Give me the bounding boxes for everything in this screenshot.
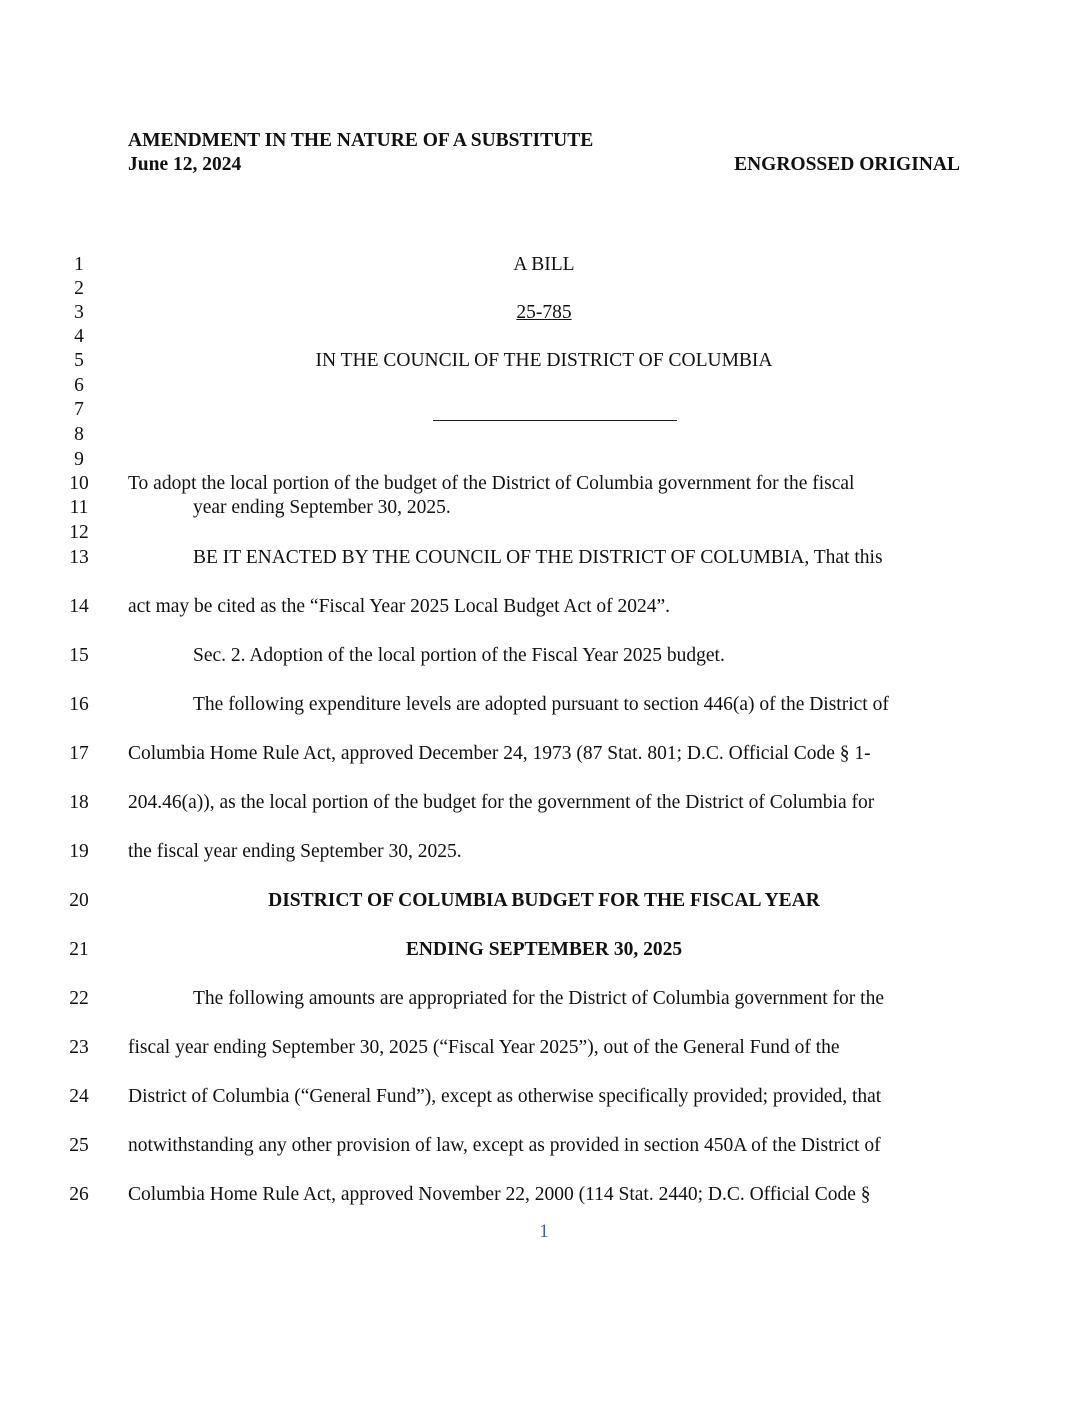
section-heading: Sec. 2. Adoption of the local portion of the Fiscal Year 2025 budget. <box>193 645 725 666</box>
document-status: ENGROSSED ORIGINAL <box>734 154 960 175</box>
line-number: 24 <box>69 1086 89 1107</box>
line-number: 11 <box>69 497 89 518</box>
body-line: District of Columbia (“General Fund”), except as otherwise specifically provided; provided, that <box>128 1086 882 1107</box>
bill-number: 25-785 <box>516 302 572 323</box>
line-number: 1 <box>74 254 84 275</box>
line-number: 5 <box>74 350 84 371</box>
line-number: 26 <box>69 1184 89 1205</box>
council-heading: IN THE COUNCIL OF THE DISTRICT OF COLUMBIA <box>315 350 773 371</box>
line-number: 8 <box>74 424 84 445</box>
line-number: 6 <box>74 375 84 396</box>
line-number: 18 <box>69 792 89 813</box>
line-number: 7 <box>74 399 84 420</box>
body-line: The following amounts are appropriated for the District of Columbia government for the <box>193 988 884 1009</box>
body-line: the fiscal year ending September 30, 2025. <box>128 841 462 862</box>
line-number: 12 <box>69 522 89 543</box>
line-number: 13 <box>69 547 89 568</box>
line-number: 14 <box>69 596 89 617</box>
body-line: fiscal year ending September 30, 2025 (“Fiscal Year 2025”), out of the General Fund of the <box>128 1037 840 1058</box>
signature-rule <box>433 420 677 421</box>
line-number: 2 <box>74 278 84 299</box>
bill-heading: A BILL <box>513 254 575 275</box>
line-number: 21 <box>69 939 89 960</box>
body-line: BE IT ENACTED BY THE COUNCIL OF THE DISTRICT OF COLUMBIA, That this <box>193 547 883 568</box>
bill-number-wrap <box>128 302 960 324</box>
line-number: 16 <box>69 694 89 715</box>
line-number: 15 <box>69 645 89 666</box>
line-number: 20 <box>69 890 89 911</box>
line-number: 9 <box>74 449 84 470</box>
line-number: 25 <box>69 1135 89 1156</box>
page-number: 1 <box>539 1221 549 1242</box>
document-title: AMENDMENT IN THE NATURE OF A SUBSTITUTE <box>128 130 594 151</box>
line-number: 23 <box>69 1037 89 1058</box>
line-number: 10 <box>69 473 89 494</box>
body-line: The following expenditure levels are adopted pursuant to section 446(a) of the District of <box>193 694 889 715</box>
body-line: Columbia Home Rule Act, approved December 24, 1973 (87 Stat. 801; D.C. Official Code § 1- <box>128 743 871 764</box>
line-number: 4 <box>74 326 84 347</box>
line-number: 22 <box>69 988 89 1009</box>
budget-heading: ENDING SEPTEMBER 30, 2025 <box>405 939 683 960</box>
line-number: 19 <box>69 841 89 862</box>
body-line: act may be cited as the “Fiscal Year 2025 Local Budget Act of 2024”. <box>128 596 671 617</box>
document-date: June 12, 2024 <box>128 154 242 175</box>
budget-heading: DISTRICT OF COLUMBIA BUDGET FOR THE FISCAL YEAR <box>268 890 820 911</box>
body-line: To adopt the local portion of the budget of the District of Columbia government for the fiscal <box>128 473 855 494</box>
body-line: Columbia Home Rule Act, approved November 22, 2000 (114 Stat. 2440; D.C. Official Code § <box>128 1184 871 1205</box>
line-number: 3 <box>74 302 84 323</box>
body-line: year ending September 30, 2025. <box>193 497 451 518</box>
body-line: 204.46(a)), as the local portion of the budget for the government of the District of Columbia for <box>128 792 875 813</box>
line-number: 17 <box>69 743 89 764</box>
body-line: notwithstanding any other provision of law, except as provided in section 450A of the District of <box>128 1135 881 1156</box>
